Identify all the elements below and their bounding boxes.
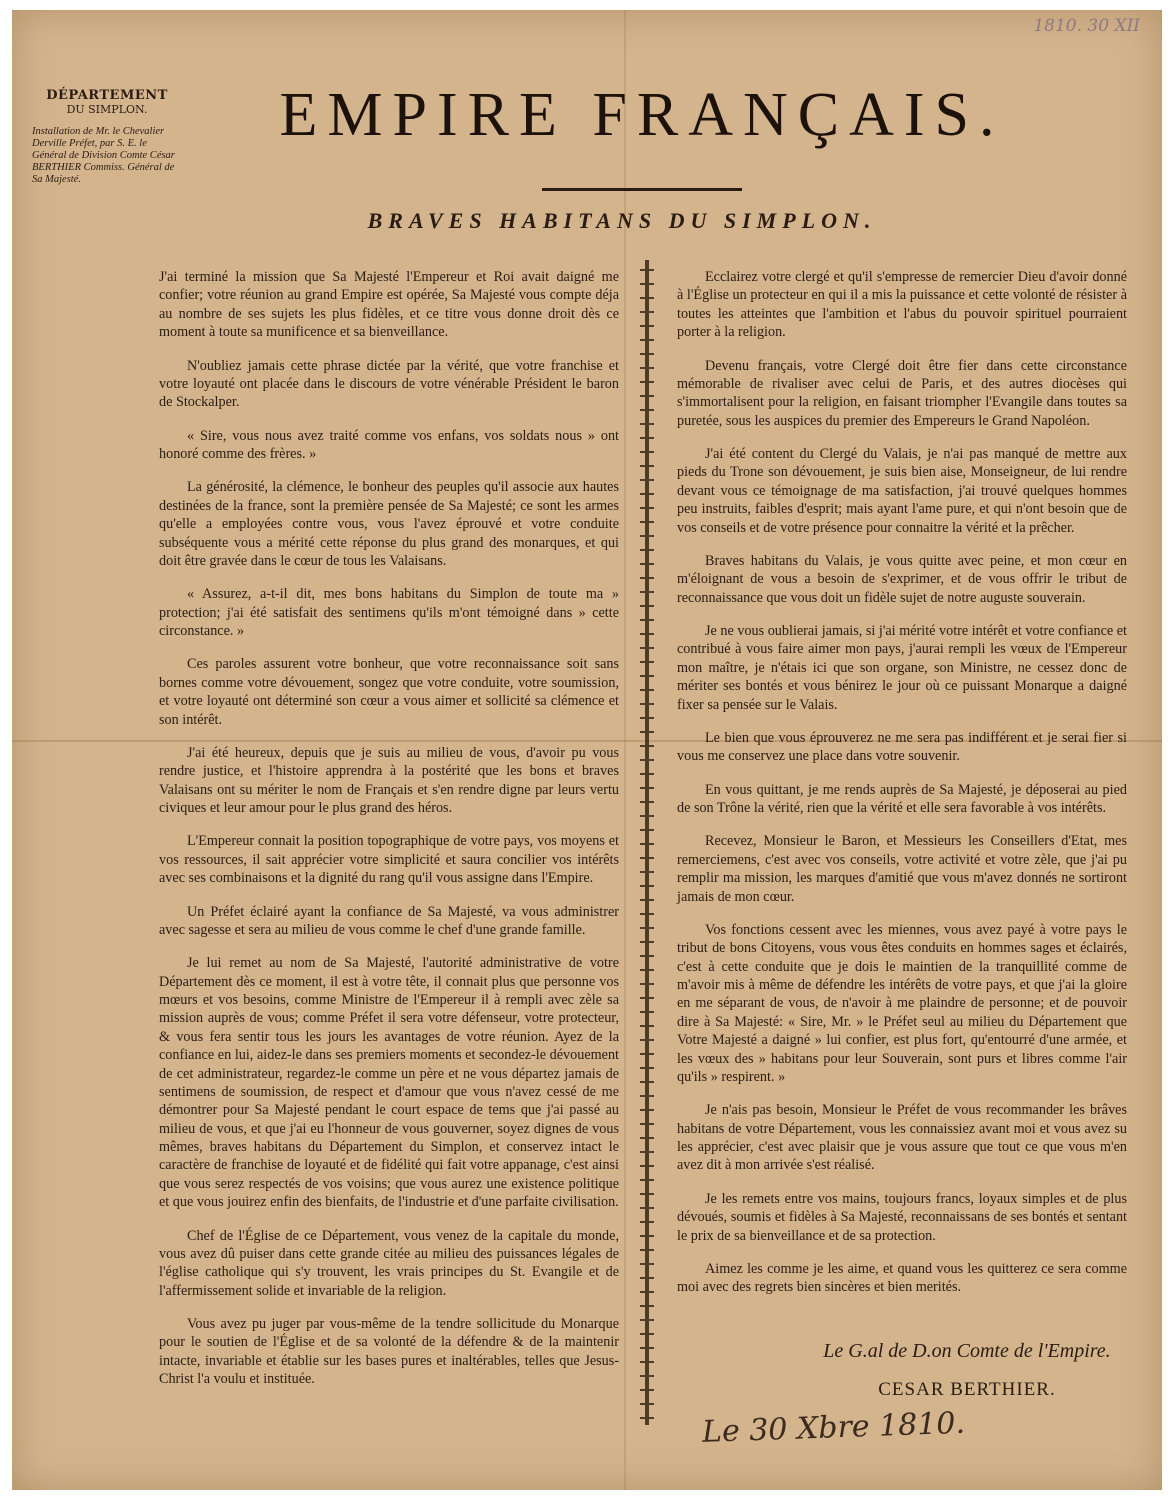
left-paragraph: Vous avez pu juger par vous-même de la tendre sollicitude du Monarque pour le soutien de l'Église et de sa volonté de la défendre & de la maintenir intacte, invariable et établie sur les bases pures et inaltérables, telles que Jesus-Christ l'a voulu et instituée.: [159, 1316, 619, 1388]
left-paragraph: Je lui remet au nom de Sa Majesté, l'autorité administrative de votre Département dès ce moment, il est à votre tête, il connait plus que personne vos mœurs et vos besoins, comme Ministre de l'Empereur il à rempli avec zèle sa mission auprès de vous; comme Préfet il sera votre défenseur, votre protecteur, & vous fera sentir tous les jours les avantages de votre réunion. Ayez de la confiance en lui, aidez-le dans ses premiers moments et secondez-le dévouement de cet administrateur, regardez-le comme un père et ne vous départez jamais de sentimens de soumission, de respect et d'amour que vous n'avez cessé de me démontrer pour Sa Majesté pendant le court espace de tems que j'ai passé au milieu de vous, et que j'ai eu l'honneur de vous gouverner, soyez dignes de vous mêmes, braves habitans du Département du Simplon, et conservez intact le caractère de franchise de loyauté et de fidélité qui fait votre appanage, c'est ainsi que vous serez respectés de vos voisins; que vous aurez une existence politique et que vous jouirez enfin des bienfaits, de l'industrie et d'une parfaite civilisation.: [159, 955, 619, 1211]
signature-name: CESAR BERTHIER.: [878, 1379, 1056, 1400]
department-name: DÉPARTEMENT: [46, 88, 168, 103]
right-paragraph: Ecclairez votre clergé et qu'il s'empresse de remercier Dieu d'avoir donné à l'Église un protecteur en qui il a mis la puissance et cette volonté de résister à toutes les atteintes que l'ambition et l'abus du pouvoir spirituel pourraient porter à la religion.: [677, 269, 1127, 341]
department-subname: DU SIMPLON.: [66, 103, 148, 116]
left-column: [159, 268, 619, 1404]
right-paragraph: Recevez, Monsieur le Baron, et Messieurs les Conseillers d'Etat, mes remerciemens, c'est avec vos conseils, votre activité et votre zèle, que j'ai pu remplir ma mission, les marques d'amitié que vous m'avez donnés ne sortiront jamais de mon cœur.: [677, 833, 1127, 905]
left-paragraph: J'ai terminé la mission que Sa Majesté l'Empereur et Roi avait daigné me confier; votre réunion au grand Empire est opérée, Sa Majesté vous compte déja au nombre de ses sujets les plus fidèles, et ce titre vous donne droit dès ce moment à toute sa munificence et sa bienveillance.: [159, 269, 619, 341]
left-paragraph: L'Empereur connait la position topographique de votre pays, vos moyens et vos ressources, il sait apprécier votre simplicité et saura concilier vos intérêts avec ses combinaisons et la dignité du rang qu'il vous assigne dans l'Empire.: [159, 833, 619, 887]
greeting-heading: BRAVES HABITANS DU SIMPLON.: [367, 208, 877, 233]
left-paragraph: Chef de l'Église de ce Département, vous venez de la capitale du monde, vous avez dû puiser dans cette grande citée au milieu des puissances légales de l'église catholique qui s'y trouvent, les vrais principes du St. Evangile et de l'affermissement solide et invariable de la religion.: [159, 1227, 619, 1299]
left-paragraph: Un Préfet éclairé ayant la confiance de Sa Majesté, va vous administrer avec sagesse et sera au milieu de vous comme le chef d'une grande famille.: [159, 903, 619, 938]
department-header: [32, 88, 182, 186]
department-note: Installation de Mr. le Chevalier Derville Préfet, par S. E. le Général de Division Comte César BERTHIER Commiss. Général de Sa Majesté.: [32, 126, 175, 185]
title-rule: [542, 188, 742, 191]
right-paragraph: Je ne vous oublierai jamais, si j'ai mérité votre intérêt et votre confiance et contribué à vous faire aimer mon pays, j'aurai rempli les vœux de l'Empereur mon maître, je n'étais ici que son organe, son Ministre, ne cessez donc de mériter ses bontés et vous bénirez le jour où ce puissant Monarque a daigné fixer sa pensée sur le Valais.: [677, 623, 1127, 713]
right-paragraph: En vous quittant, je me rends auprès de Sa Majesté, je déposerai au pied de son Trône la vérité, rien que la vérité et elle sera favorable à vos intérêts.: [677, 781, 1127, 816]
signature-title: Le G.al de D.on Comte de l'Empire.: [823, 1340, 1111, 1362]
left-paragraph: J'ai été heureux, depuis que je suis au milieu de vous, d'avoir pu vous rendre justice, et l'histoire apprendra à la postérité que les bons et braves Valaisans ont su mériter le nom de Français et s'en rendre digne par leurs vertu civiques et leur amour pour le plus grand des héros.: [159, 744, 619, 816]
right-paragraph: Je n'ais pas besoin, Monsieur le Préfet de vous recommander les brâves habitans de votre Département, vous les connaissiez avant moi et vous avez su les apprécier, c'est avec plaisir que je vous assure que tout ce que vous m'en avez dit à mon arrivée s'est réalisé.: [677, 1102, 1127, 1174]
left-paragraph: « Assurez, a-t-il dit, mes bons habitans du Simplon de toute ma » protection; j'ai été satisfait des sentimens qu'ils m'ont témoigné dans » cette circonstance. »: [159, 586, 619, 639]
right-paragraph: J'ai été content du Clergé du Valais, je n'ai pas manqué de mettre aux pieds du Trone son dévouement, je suis bien aise, Monseigneur, de lui rendre devant vous ce témoignage de ma satisfaction, j'ai trouvé quelques hommes peu instruits, faibles d'esprit; mais ayant l'ame pure, et qui n'ont besoin que de vos conseils et de votre présence pour connaitre la vérité et la prêcher.: [677, 446, 1127, 536]
right-column: [677, 268, 1127, 1312]
page-title: EMPIRE FRANÇAIS.: [279, 81, 1005, 149]
left-paragraph: « Sire, vous nous avez traité comme vos enfans, vos soldats nous » ont honoré comme des frères. »: [159, 427, 619, 462]
right-paragraph: Devenu français, votre Clergé doit être fier dans cette circonstance mémorable de rivaliser avec celui de Paris, et des autres diocèses qui s'immortalisent pour la religion, en faisant triompher l'Evangile dans toutes sa puretée, sous les auspices du premier des Empereurs le Grand Napoléon.: [677, 357, 1127, 429]
left-paragraph: N'oubliez jamais cette phrase dictée par la vérité, que votre franchise et votre loyauté ont placée dans le discours de votre vénérable Président le baron de Stockalper.: [159, 357, 619, 411]
left-paragraph: Ces paroles assurent votre bonheur, que votre reconnaissance soit sans bornes comme votre dévouement, songez que votre conduite, votre soumission, et votre loyauté ont déterminé son cœur a vous aimer et sollicité sa clémence et son intérêt.: [159, 656, 619, 728]
poster-sheet: [12, 10, 1162, 1490]
signature-block: [797, 1340, 1137, 1401]
handwritten-archive-note: 1810. 30 XII: [1033, 16, 1140, 36]
handwritten-date: Le 30 Xbre 1810.: [701, 1405, 966, 1450]
right-paragraph: Le bien que vous éprouverez ne me sera pas indifférent et je serai fier si vous me conservez une place dans votre souvenir.: [677, 729, 1127, 765]
right-paragraph: Je les remets entre vos mains, toujours francs, loyaux simples et de plus dévoués, soumis et fidèles à Sa Majesté, reconnaissans de ses bontés et sentant le prix de sa bienveillance et de sa protection.: [677, 1190, 1127, 1244]
right-paragraph: Aimez les comme je les aime, et quand vous les quitterez ce sera comme moi avec des regrets bien sincères et bien merités.: [677, 1260, 1127, 1296]
left-paragraph: La générosité, la clémence, le bonheur des peuples qu'il associe aux hautes destinées de la france, sont la première pensée de Sa Majesté; ce sont les armes qu'elle a employées contre vous, vous l'avez éprouvé et votre conduite subséquente vous a mérité cette réponse du plus grand des monarques, et qui doit être gravée dans le cœur de tous les Valaisans.: [159, 479, 619, 569]
ornamental-column-divider: [640, 260, 654, 1425]
right-paragraph: Braves habitans du Valais, je vous quitte avec peine, et mon cœur en m'éloignant de vous a besoin de s'exprimer, et de vous offrir le tribut de reconnaissance que vous doit un fidèle sujet de notre auguste souverain.: [677, 552, 1127, 606]
right-paragraph: Vos fonctions cessent avec les miennes, vous avez payé à votre pays le tribut de bons Citoyens, vous vous êtes conduits en hommes sages et éclairés, c'est à cette conduite que je dois le maintien de la tranquillité comme de m'avoir mis à même de défendre les intérêts de votre pays, et que j'ai la gloire en me séparant de vous, de n'avoir à me plaindre de personne; et de pouvoir dire à Sa Majesté: « Sire, Mr. » le Préfet seul au milieu du Département que Votre Majesté a daigné » lui confier, est plus fort, qu'entourré d'une armée, et les vœux des » habitans pour leur Souverain, sont purs et libres comme l'air qu'ils » respirent. »: [677, 921, 1127, 1085]
